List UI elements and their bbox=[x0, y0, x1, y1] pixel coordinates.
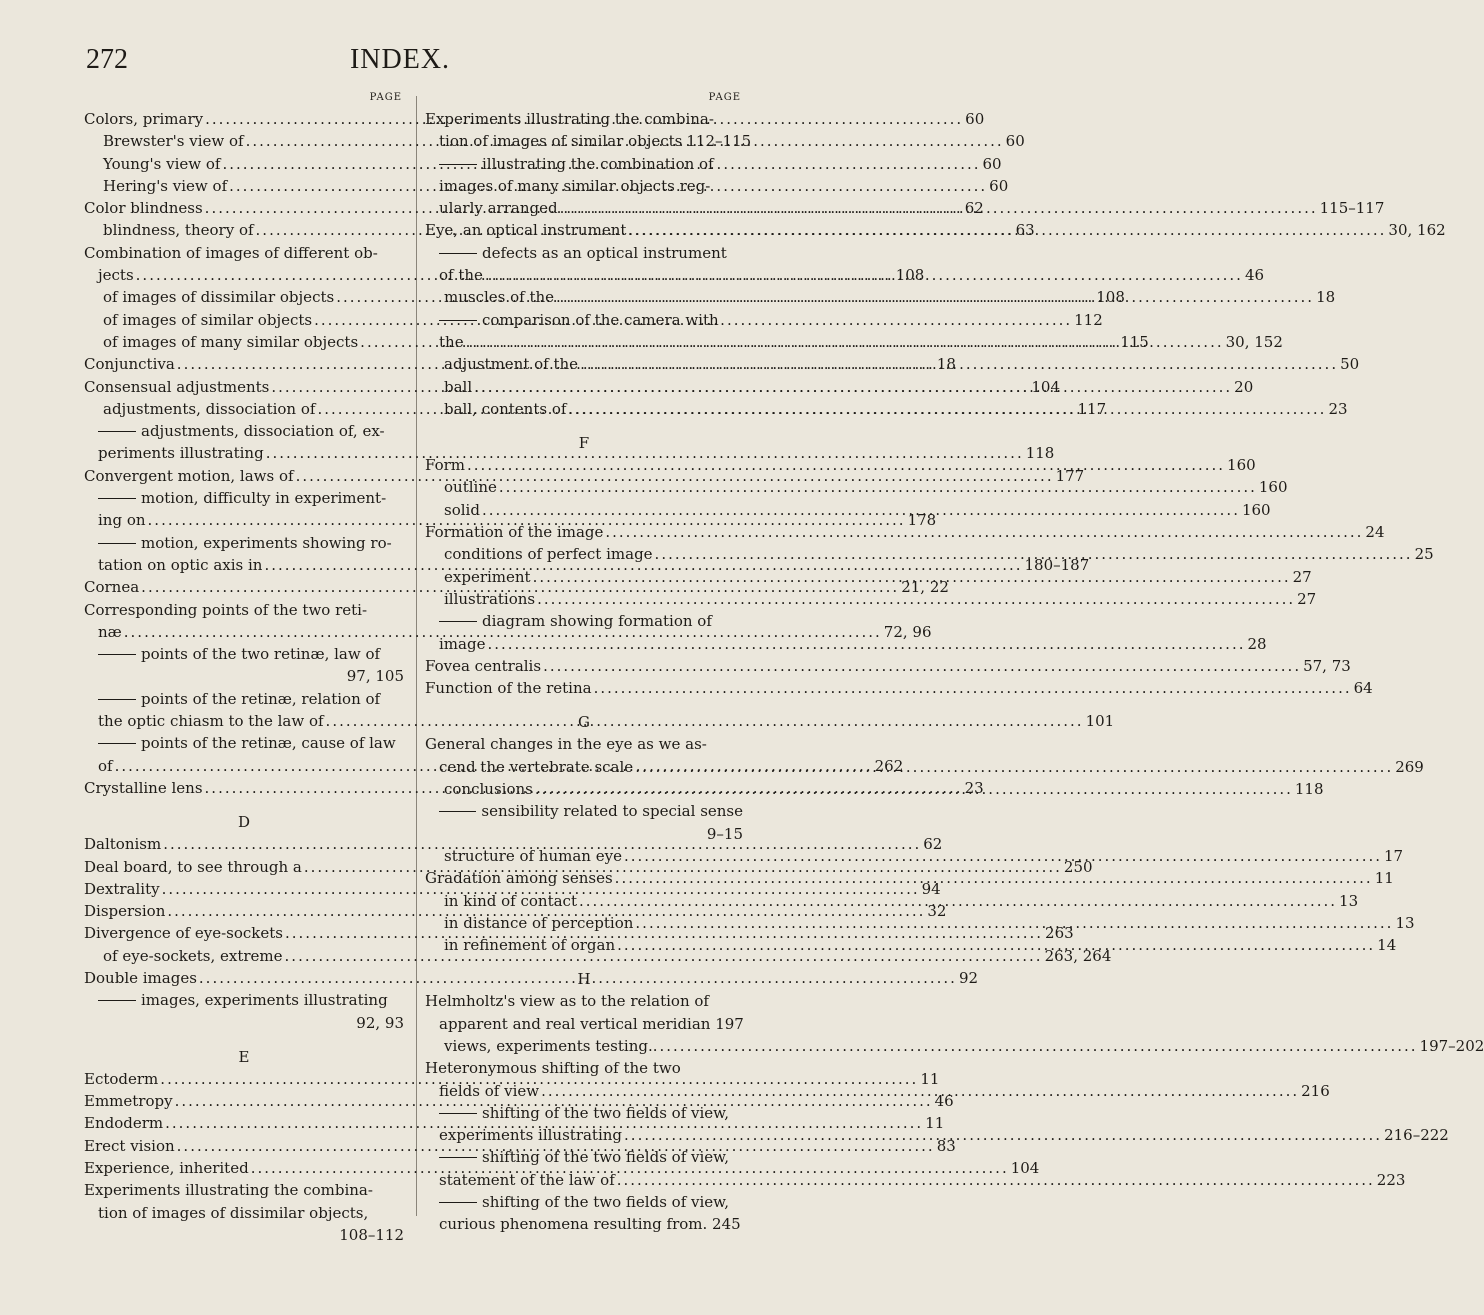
page-ref: 60 bbox=[1005, 132, 1025, 151]
page-ref: 269 bbox=[1395, 757, 1424, 776]
entry-text: diagram showing formation of bbox=[482, 612, 712, 631]
page-ref: 104 bbox=[1010, 1159, 1040, 1178]
index-entry bbox=[425, 242, 743, 264]
page-ref: 112–115 bbox=[686, 132, 752, 151]
index-entry bbox=[425, 1035, 1484, 1057]
ditto-dash bbox=[98, 431, 136, 432]
ditto-dash bbox=[98, 699, 136, 700]
entry-text: illustrations bbox=[444, 589, 536, 608]
page-ref: 104 bbox=[1031, 377, 1061, 396]
page-ref: 180–187 bbox=[1024, 555, 1090, 574]
leader-dots bbox=[580, 353, 1338, 375]
page-ref: 63 bbox=[1015, 221, 1035, 240]
leader-dots bbox=[556, 286, 1314, 308]
entry-text: Function of the retina bbox=[425, 679, 592, 698]
page-ref: 223 bbox=[1376, 1170, 1406, 1189]
page-ref: 108–112 bbox=[339, 1225, 404, 1244]
page-ref: 115 bbox=[1120, 332, 1149, 351]
page-column-label: PAGE bbox=[369, 92, 402, 103]
index-entry bbox=[425, 800, 743, 822]
entry-text: ing on bbox=[98, 511, 146, 530]
entry-text: cend the vertebrate scale bbox=[439, 757, 634, 776]
entry-text: Dispersion bbox=[84, 902, 166, 921]
leader-dots bbox=[635, 756, 1393, 778]
index-entry bbox=[84, 1224, 404, 1246]
entry-text: solid bbox=[444, 500, 480, 519]
index-entry bbox=[84, 1012, 404, 1034]
page-title: INDEX. bbox=[349, 44, 451, 75]
entry-text: Young's view of bbox=[103, 154, 221, 173]
entry-text: the optic chiasm to the law of bbox=[98, 712, 324, 731]
entry-text: ball bbox=[444, 377, 473, 396]
index-entry bbox=[84, 688, 404, 710]
ditto-dash bbox=[98, 543, 136, 544]
entry-text: conditions of perfect image bbox=[444, 545, 653, 564]
entry-text: Corresponding points of the two reti- bbox=[84, 600, 368, 619]
index-entry bbox=[425, 309, 743, 331]
ditto-dash bbox=[439, 164, 477, 165]
page-ref: 216–222 bbox=[1384, 1126, 1449, 1145]
entry-text: experiment bbox=[444, 567, 531, 586]
page-ref: 62 bbox=[964, 199, 984, 218]
entry-text: structure of human eye bbox=[444, 846, 622, 865]
page-ref: 160 bbox=[1241, 500, 1271, 519]
index-entry bbox=[425, 733, 743, 755]
index-entry bbox=[425, 588, 1317, 610]
page-ref: 112 bbox=[1074, 310, 1103, 329]
page-ref: 13 bbox=[1395, 913, 1415, 932]
entry-text: in distance of perception bbox=[444, 913, 634, 932]
ditto-dash bbox=[439, 253, 477, 254]
entry-text: of images of dissimilar objects bbox=[103, 288, 335, 307]
entry-text: motion, difficulty in experiment- bbox=[141, 489, 387, 508]
page-column-label: PAGE bbox=[708, 92, 741, 103]
entry-text: Daltonism bbox=[84, 835, 162, 854]
entry-text: ularly arranged bbox=[439, 199, 558, 218]
leader-dots bbox=[624, 1124, 1382, 1146]
index-entry bbox=[84, 732, 404, 754]
leader-dots bbox=[655, 543, 1413, 565]
index-entry bbox=[84, 442, 1055, 464]
leader-dots bbox=[617, 934, 1375, 956]
entry-text: images of many similar objects reg- bbox=[439, 176, 711, 195]
leader-dots bbox=[628, 219, 1386, 241]
index-entry bbox=[84, 1202, 404, 1224]
page-ref: 97, 105 bbox=[346, 667, 404, 686]
page-ref: 60 bbox=[965, 110, 985, 128]
page-ref: 57, 73 bbox=[1303, 656, 1351, 675]
page-ref: 263, 264 bbox=[1044, 946, 1112, 965]
ditto-dash bbox=[439, 1202, 477, 1203]
page-ref: 23 bbox=[964, 778, 984, 797]
leader-dots bbox=[624, 845, 1382, 867]
index-entry bbox=[84, 242, 404, 264]
ditto-dash bbox=[439, 1113, 477, 1114]
leader-dots bbox=[535, 778, 1293, 800]
entry-text: blindness, theory of bbox=[103, 221, 254, 240]
leader-dots bbox=[482, 499, 1240, 521]
entry-text: in refinement of organ bbox=[444, 936, 616, 955]
index-entry bbox=[84, 599, 404, 621]
page-ref: 32 bbox=[927, 902, 947, 921]
entry-text: views, experiments testing.. bbox=[444, 1036, 658, 1055]
entry-text: sensibility related to special sense bbox=[481, 802, 743, 821]
page-ref: 9–15 bbox=[706, 824, 743, 843]
page-ref: 92, 93 bbox=[356, 1013, 404, 1032]
ditto-dash bbox=[439, 320, 477, 321]
index-entry bbox=[425, 1146, 743, 1168]
index-entry bbox=[425, 1213, 743, 1235]
entry-text: in kind of contact bbox=[444, 891, 577, 910]
page-ref: 118 bbox=[1294, 780, 1324, 799]
page-ref: 62 bbox=[923, 835, 943, 854]
page-ref: 30, 162 bbox=[1388, 221, 1446, 240]
entry-text: apparent and real vertical meridian 197 bbox=[439, 1014, 744, 1033]
page-ref: 20 bbox=[1234, 377, 1254, 396]
entry-text: adjustments, dissociation of bbox=[103, 399, 316, 418]
index-entry bbox=[425, 1102, 743, 1124]
page-ref: 101 bbox=[1085, 712, 1115, 731]
entry-text: Divergence of eye-sockets bbox=[84, 924, 283, 943]
entry-text: jects bbox=[98, 266, 134, 285]
page-ref: 263 bbox=[1045, 924, 1074, 943]
leader-dots bbox=[499, 476, 1257, 498]
leader-dots bbox=[533, 566, 1291, 588]
leader-dots bbox=[543, 655, 1301, 677]
page-ref: 14 bbox=[1377, 936, 1397, 955]
entry-text: muscles of the bbox=[444, 288, 555, 307]
page-ref: 27 bbox=[1292, 567, 1312, 586]
index-entry bbox=[425, 1057, 743, 1079]
index-entry bbox=[425, 108, 743, 130]
index-entry bbox=[84, 856, 1093, 878]
entry-text: General changes in the eye as we as- bbox=[425, 735, 707, 754]
leader-dots bbox=[568, 398, 1326, 420]
entry-text: of bbox=[98, 756, 113, 775]
index-entry bbox=[425, 1013, 743, 1035]
entry-text: of images of many similar objects bbox=[103, 332, 359, 351]
entry-text: Conjunctiva bbox=[84, 355, 175, 374]
entry-text: experiments illustrating bbox=[439, 1126, 623, 1145]
page-ref: 23 bbox=[1328, 399, 1348, 418]
entry-text: Colors, primary bbox=[84, 110, 204, 128]
entry-text: Fovea centralis bbox=[425, 656, 542, 675]
entry-text: points of the two retinæ, law of bbox=[141, 645, 381, 664]
entry-text: Dextrality bbox=[84, 879, 160, 898]
entry-text: Emmetropy bbox=[84, 1092, 173, 1111]
entry-text: the bbox=[439, 332, 464, 351]
page-ref: 197–202 bbox=[1419, 1036, 1484, 1055]
entry-text: Consensual adjustments bbox=[84, 377, 270, 396]
index-entry bbox=[425, 476, 1288, 498]
entry-text: tation on optic axis in bbox=[98, 555, 263, 574]
index-entry bbox=[425, 130, 752, 152]
entry-text: curious phenomena resulting from. 245 bbox=[439, 1215, 741, 1234]
page-ref: 60 bbox=[989, 176, 1009, 195]
leader-dots bbox=[560, 197, 1318, 219]
entry-text: images, experiments illustrating bbox=[141, 991, 388, 1010]
entry-text: image bbox=[439, 634, 486, 653]
entry-text: Ectoderm bbox=[84, 1069, 159, 1088]
page-ref: 92 bbox=[958, 968, 979, 987]
index-entry bbox=[425, 633, 1267, 655]
ditto-dash bbox=[439, 811, 476, 812]
entry-text: points of the retinæ, relation of bbox=[141, 689, 381, 708]
entry-text: shifting of the two fields of view, bbox=[482, 1148, 729, 1167]
page-ref: 250 bbox=[1063, 857, 1093, 876]
page-ref: 28 bbox=[1247, 634, 1267, 653]
page-ref: 11 bbox=[920, 1069, 940, 1088]
page-ref: 160 bbox=[1258, 478, 1288, 497]
entry-text: tion of images of dissimilar objects, bbox=[98, 1203, 369, 1222]
page-ref: 115–117 bbox=[1319, 199, 1385, 218]
entry-text: Heteronymous shifting of the two bbox=[425, 1059, 681, 1078]
index-entry bbox=[425, 823, 743, 845]
entry-text: Formation of the image bbox=[425, 523, 604, 542]
page-ref: 177 bbox=[1055, 466, 1085, 485]
entry-text: Endoderm bbox=[84, 1114, 164, 1133]
leader-dots bbox=[594, 677, 1352, 699]
index-entry bbox=[425, 677, 1373, 699]
page-header bbox=[0, 44, 800, 84]
entry-text: Brewster's view of bbox=[103, 132, 244, 151]
entry-text: Experience, inherited bbox=[84, 1159, 249, 1178]
entry-text: adjustment of the bbox=[444, 355, 579, 374]
entry-text: Experiments illustrating the combina- bbox=[425, 110, 714, 128]
entry-text: defects as an optical instrument bbox=[482, 243, 727, 262]
page-ref: 83 bbox=[936, 1136, 956, 1155]
entry-text: Color blindness bbox=[84, 199, 203, 218]
entry-text: Cornea bbox=[84, 578, 140, 597]
entry-text: Deal board, to see through a bbox=[84, 857, 302, 876]
page-ref: 46 bbox=[1244, 266, 1265, 285]
leader-dots bbox=[485, 264, 1243, 286]
page-ref: 27 bbox=[1297, 589, 1317, 608]
ditto-dash bbox=[98, 654, 136, 655]
page-ref: 94 bbox=[921, 879, 941, 898]
index-entry bbox=[84, 967, 979, 989]
page-ref: 118 bbox=[1025, 444, 1055, 463]
leader-dots bbox=[635, 912, 1393, 934]
entry-text: shifting of the two fields of view, bbox=[482, 1103, 729, 1122]
entry-text: ball, contents of bbox=[444, 399, 567, 418]
entry-text: næ bbox=[98, 622, 122, 641]
entry-text: Combination of images of different ob- bbox=[84, 243, 378, 262]
page-ref: 108 bbox=[1096, 288, 1125, 307]
page-ref: 72, 96 bbox=[883, 622, 932, 641]
entry-text: conclusions bbox=[444, 780, 533, 799]
entry-text: Crystalline lens bbox=[84, 778, 203, 797]
page-ref: 50 bbox=[1340, 355, 1360, 374]
page-number: 272 bbox=[86, 44, 128, 75]
page-ref: 178 bbox=[907, 511, 937, 530]
ditto-dash bbox=[98, 743, 136, 744]
index-entry bbox=[84, 989, 404, 1011]
page-ref: 64 bbox=[1353, 679, 1373, 698]
page-ref: 18 bbox=[1316, 288, 1336, 307]
ditto-dash bbox=[439, 1157, 477, 1158]
entry-text: points of the retinæ, cause of law bbox=[141, 734, 396, 753]
page-ref: 46 bbox=[934, 1092, 954, 1111]
entry-text: Double images bbox=[84, 968, 197, 987]
leader-dots bbox=[467, 454, 1225, 476]
leader-dots bbox=[660, 1035, 1418, 1057]
entry-text: Hering's view of bbox=[103, 176, 228, 195]
leader-dots bbox=[487, 633, 1245, 655]
index-entry bbox=[425, 521, 1385, 543]
entry-text: Experiments illustrating the combina- bbox=[84, 1181, 373, 1200]
index-entry bbox=[84, 710, 1115, 732]
page-ref: 21, 22 bbox=[901, 578, 949, 597]
entry-text: adjustments, dissociation of, ex- bbox=[141, 422, 385, 441]
page-ref: 60 bbox=[982, 154, 1002, 173]
index-entry bbox=[84, 1179, 404, 1201]
page-ref: 30, 152 bbox=[1225, 332, 1283, 351]
page-ref: 160 bbox=[1227, 456, 1256, 475]
index-entry bbox=[425, 655, 1351, 677]
entry-text: motion, experiments showing ro- bbox=[141, 533, 392, 552]
index-entry bbox=[84, 487, 404, 509]
page-ref: 17 bbox=[1384, 846, 1404, 865]
leader-dots bbox=[615, 867, 1373, 889]
page-ref: 13 bbox=[1339, 891, 1359, 910]
entry-text: Convergent motion, laws of bbox=[84, 466, 294, 485]
index-entry bbox=[84, 643, 404, 665]
page-ref: 18 bbox=[936, 355, 956, 374]
entry-text: tion of images of similar objects bbox=[439, 132, 683, 151]
entry-text: shifting of the two fields of view, bbox=[482, 1193, 729, 1212]
entry-text: of the bbox=[439, 266, 483, 285]
leader-dots bbox=[605, 521, 1363, 543]
leader-dots bbox=[537, 588, 1295, 610]
entry-text: of eye-sockets, extreme bbox=[103, 946, 283, 965]
ditto-dash bbox=[98, 498, 136, 499]
section-letter: H bbox=[577, 970, 591, 989]
index-entry bbox=[425, 175, 743, 197]
ditto-dash bbox=[439, 621, 477, 622]
ditto-dash bbox=[98, 1000, 136, 1001]
page-ref: 11 bbox=[1374, 869, 1394, 888]
page-ref: 262 bbox=[874, 756, 904, 775]
index-entry bbox=[84, 665, 404, 687]
section-letter: G bbox=[578, 713, 590, 732]
entry-text: of images of similar objects bbox=[103, 310, 313, 329]
index-entry bbox=[425, 1191, 743, 1213]
page-ref: 117 bbox=[1077, 399, 1107, 418]
entry-text: Form bbox=[425, 456, 466, 475]
page-ref: 11 bbox=[925, 1114, 945, 1133]
entry-text: periments illustrating bbox=[98, 444, 264, 463]
index-entry bbox=[425, 1169, 1406, 1191]
leader-dots bbox=[617, 1169, 1375, 1191]
leader-dots bbox=[466, 331, 1224, 353]
page-ref: 24 bbox=[1365, 523, 1385, 542]
entry-text: Gradation among senses bbox=[425, 869, 613, 888]
entry-text: Eye, an optical instrument bbox=[425, 221, 627, 240]
entry-text: illustrating the combination of bbox=[482, 154, 714, 173]
section-letter: E bbox=[238, 1047, 250, 1066]
entry-text: Helmholtz's view as to the relation of bbox=[425, 992, 709, 1011]
index-entry bbox=[425, 610, 743, 632]
index-entry bbox=[425, 153, 743, 175]
entry-text: statement of the law of bbox=[439, 1170, 615, 1189]
page-ref: 108 bbox=[895, 266, 925, 285]
page-ref: 25 bbox=[1414, 545, 1434, 564]
entry-text: outline bbox=[444, 478, 497, 497]
leader-dots bbox=[541, 1080, 1299, 1102]
entry-text: Erect vision bbox=[84, 1136, 175, 1155]
page-ref: 216 bbox=[1301, 1081, 1330, 1100]
leader-dots bbox=[579, 890, 1337, 912]
section-letter: F bbox=[578, 434, 590, 453]
index-entry bbox=[425, 990, 743, 1012]
section-letter: D bbox=[237, 813, 251, 832]
index-entry bbox=[84, 532, 404, 554]
index-entry bbox=[84, 420, 404, 442]
entry-text: comparison of the camera with bbox=[482, 310, 719, 329]
entry-text: fields of view bbox=[439, 1081, 540, 1100]
leader-dots bbox=[474, 376, 1232, 398]
